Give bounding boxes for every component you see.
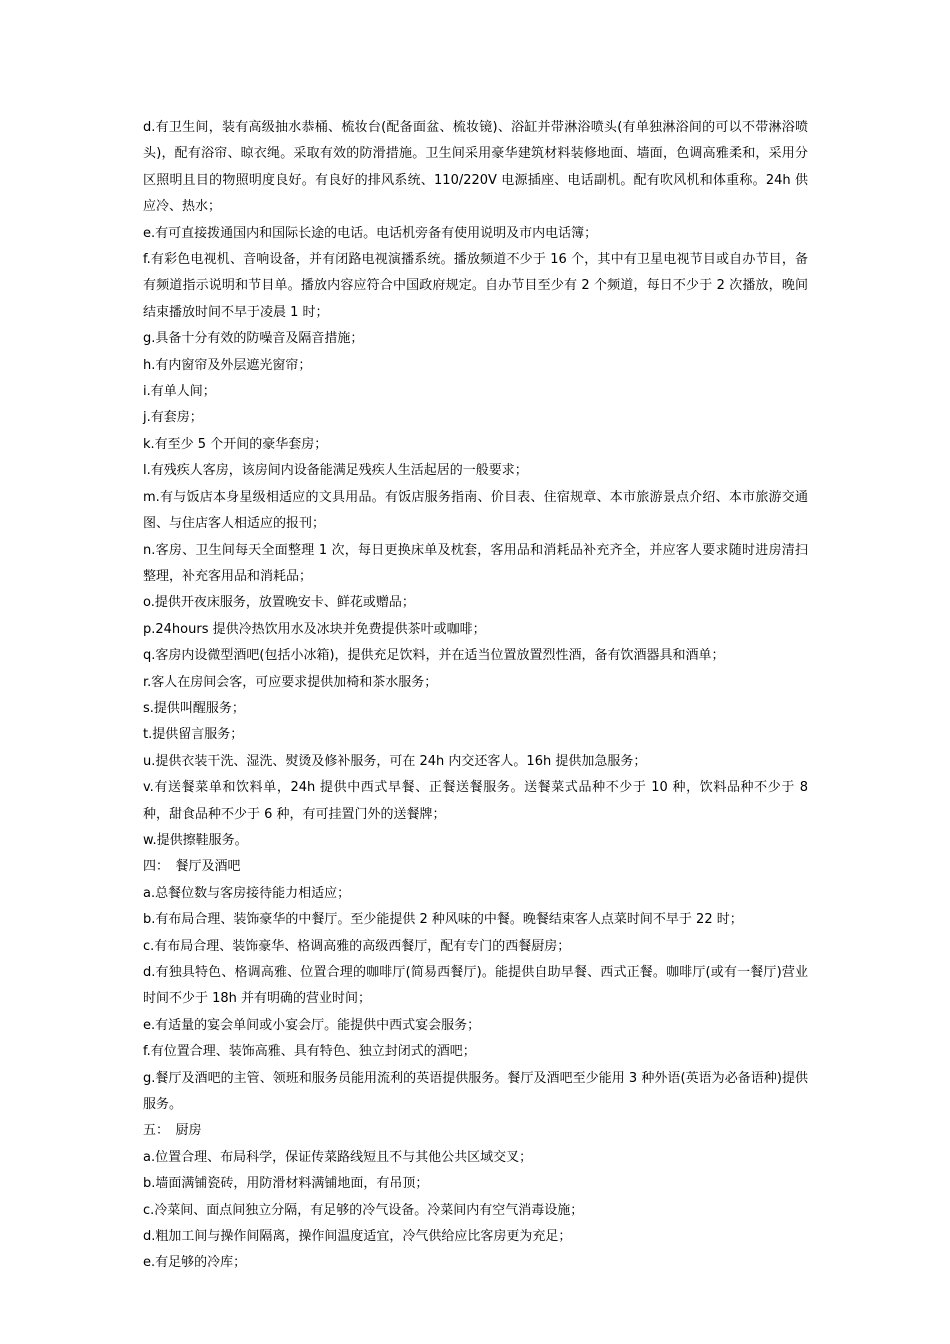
paragraph-d-bathroom: d.有卫生间，装有高级抽水恭桶、梳妆台(配备面盆、梳妆镜)、浴缸并带淋浴喷头(有单独淋浴间的可以不带淋浴喷头)，配有浴帘、晾衣绳。采取有效的防滑措施。卫生间采用豪华建筑材料装修地面、墙面，色调高雅柔和，采用分区照明且目的物照明度良好。有良好的排风系统、110/220V 电源插座、电话副机。配有吹风机和体重称。24h 供应冷、热水； bbox=[143, 120, 808, 215]
paragraph-e-cold-storage: e.有足够的冷库； bbox=[143, 1255, 247, 1271]
paragraph-m-stationery: m.有与饭店本身星级相适应的文具用品。有饭店服务指南、价目表、住宿规章、本市旅游景点介绍、本市旅游交通图、与住店客人相适应的报刊； bbox=[143, 489, 808, 532]
paragraph-n-housekeeping: n.客房、卫生间每天全面整理 1 次，每日更换床单及枕套，客用品和消耗品补充齐全，并应客人要求随时进房清扫整理，补充客用品和消耗品； bbox=[143, 542, 808, 584]
paragraph-b-chinese-restaurant: b.有布局合理、装饰豪华的中餐厅。至少能提供 2 种风味的中餐。晚餐结束客人点菜时间不早于 22 时； bbox=[143, 912, 743, 928]
paragraph-a-kitchen-layout: a.位置合理、布局科学，保证传菜路线短且不与其他公共区域交叉； bbox=[143, 1149, 533, 1165]
paragraph-i-single-room: i.有单人间； bbox=[143, 384, 216, 400]
section-heading-kitchen: 五： 厨房 bbox=[143, 1123, 202, 1139]
section-heading-restaurant-bar: 四： 餐厅及酒吧 bbox=[143, 859, 241, 875]
paragraph-f-television: f.有彩色电视机、音响设备，并有闭路电视演播系统。播放频道不少于 16 个，其中有卫星电视节目或自办节目，备有频道指示说明和节目单。播放内容应符合中国政府规定。自办节目至少有 2 个频道，每日不少于 2 次播放，晚间结束播放时间不早于凌晨 1 时； bbox=[143, 252, 808, 320]
paragraph-s-wakeup: s.提供叫醒服务； bbox=[143, 700, 245, 716]
paragraph-c-cold-dish-room: c.冷菜间、面点间独立分隔，有足够的冷气设备。冷菜间内有空气消毒设施； bbox=[143, 1202, 584, 1218]
paragraph-r-visitors: r.客人在房间会客，可应要求提供加椅和茶水服务； bbox=[143, 674, 438, 690]
paragraph-t-messages: t.提供留言服务； bbox=[143, 727, 244, 743]
paragraph-a-seating: a.总餐位数与客房接待能力相适应； bbox=[143, 885, 351, 901]
paragraph-e-telephone: e.有可直接拨通国内和国际长途的电话。电话机旁备有使用说明及市内电话簿； bbox=[143, 225, 598, 241]
paragraph-g-languages: g.餐厅及酒吧的主管、领班和服务员能用流利的英语提供服务。餐厅及酒吧至少能用 3 种外语(英语为必备语种)提供服务。 bbox=[143, 1070, 808, 1113]
paragraph-w-shoe-shine: w.提供擦鞋服务。 bbox=[143, 832, 248, 848]
paragraph-u-laundry: u.提供衣装干洗、湿洗、熨烫及修补服务，可在 24h 内交还客人。16h 提供加急服务； bbox=[143, 753, 647, 769]
paragraph-v-room-service: v.有送餐菜单和饮料单，24h 提供中西式早餐、正餐送餐服务。送餐菜式品种不少于 10 种，饮料品种不少于 8 种，甜食品种不少于 6 种，有可挂置门外的送餐牌； bbox=[143, 780, 808, 822]
paragraph-d-prep-room: d.粗加工间与操作间隔离，操作间温度适宜，冷气供给应比客房更为充足； bbox=[143, 1229, 572, 1245]
document-body bbox=[143, 115, 808, 1277]
paragraph-l-accessible-room: l.有残疾人客房，该房间内设备能满足残疾人生活起居的一般要求； bbox=[143, 463, 528, 479]
paragraph-g-soundproofing: g.具备十分有效的防噪音及隔音措施； bbox=[143, 331, 364, 347]
paragraph-h-curtains: h.有内窗帘及外层遮光窗帘； bbox=[143, 357, 312, 373]
paragraph-p-drinking-water: p.24hours 提供冷热饮用水及冰块并免费提供茶叶或咖啡； bbox=[143, 621, 486, 637]
paragraph-f-bar: f.有位置合理、装饰高雅、具有特色、独立封闭式的酒吧； bbox=[143, 1044, 476, 1060]
paragraph-j-suite: j.有套房； bbox=[143, 410, 203, 426]
paragraph-o-turndown: o.提供开夜床服务，放置晚安卡、鲜花或赠品； bbox=[143, 595, 415, 611]
paragraph-e-banquet: e.有适量的宴会单间或小宴会厅。能提供中西式宴会服务； bbox=[143, 1017, 481, 1033]
paragraph-k-luxury-suite: k.有至少 5 个开间的豪华套房； bbox=[143, 436, 328, 452]
paragraph-d-coffee-shop: d.有独具特色、格调高雅、位置合理的咖啡厅(简易西餐厅)。能提供自助早餐、西式正餐。咖啡厅(或有一餐厅)营业时间不少于 18h 并有明确的营业时间； bbox=[143, 965, 808, 1007]
paragraph-q-minibar: q.客房内设微型酒吧(包括小冰箱)，提供充足饮料，并在适当位置放置烈性酒，备有饮酒器具和酒单； bbox=[143, 648, 725, 664]
paragraph-b-kitchen-walls: b.墙面满铺瓷砖，用防滑材料满铺地面，有吊顶； bbox=[143, 1176, 429, 1192]
paragraph-c-western-restaurant: c.有布局合理、装饰豪华、格调高雅的高级西餐厅，配有专门的西餐厨房； bbox=[143, 938, 571, 954]
